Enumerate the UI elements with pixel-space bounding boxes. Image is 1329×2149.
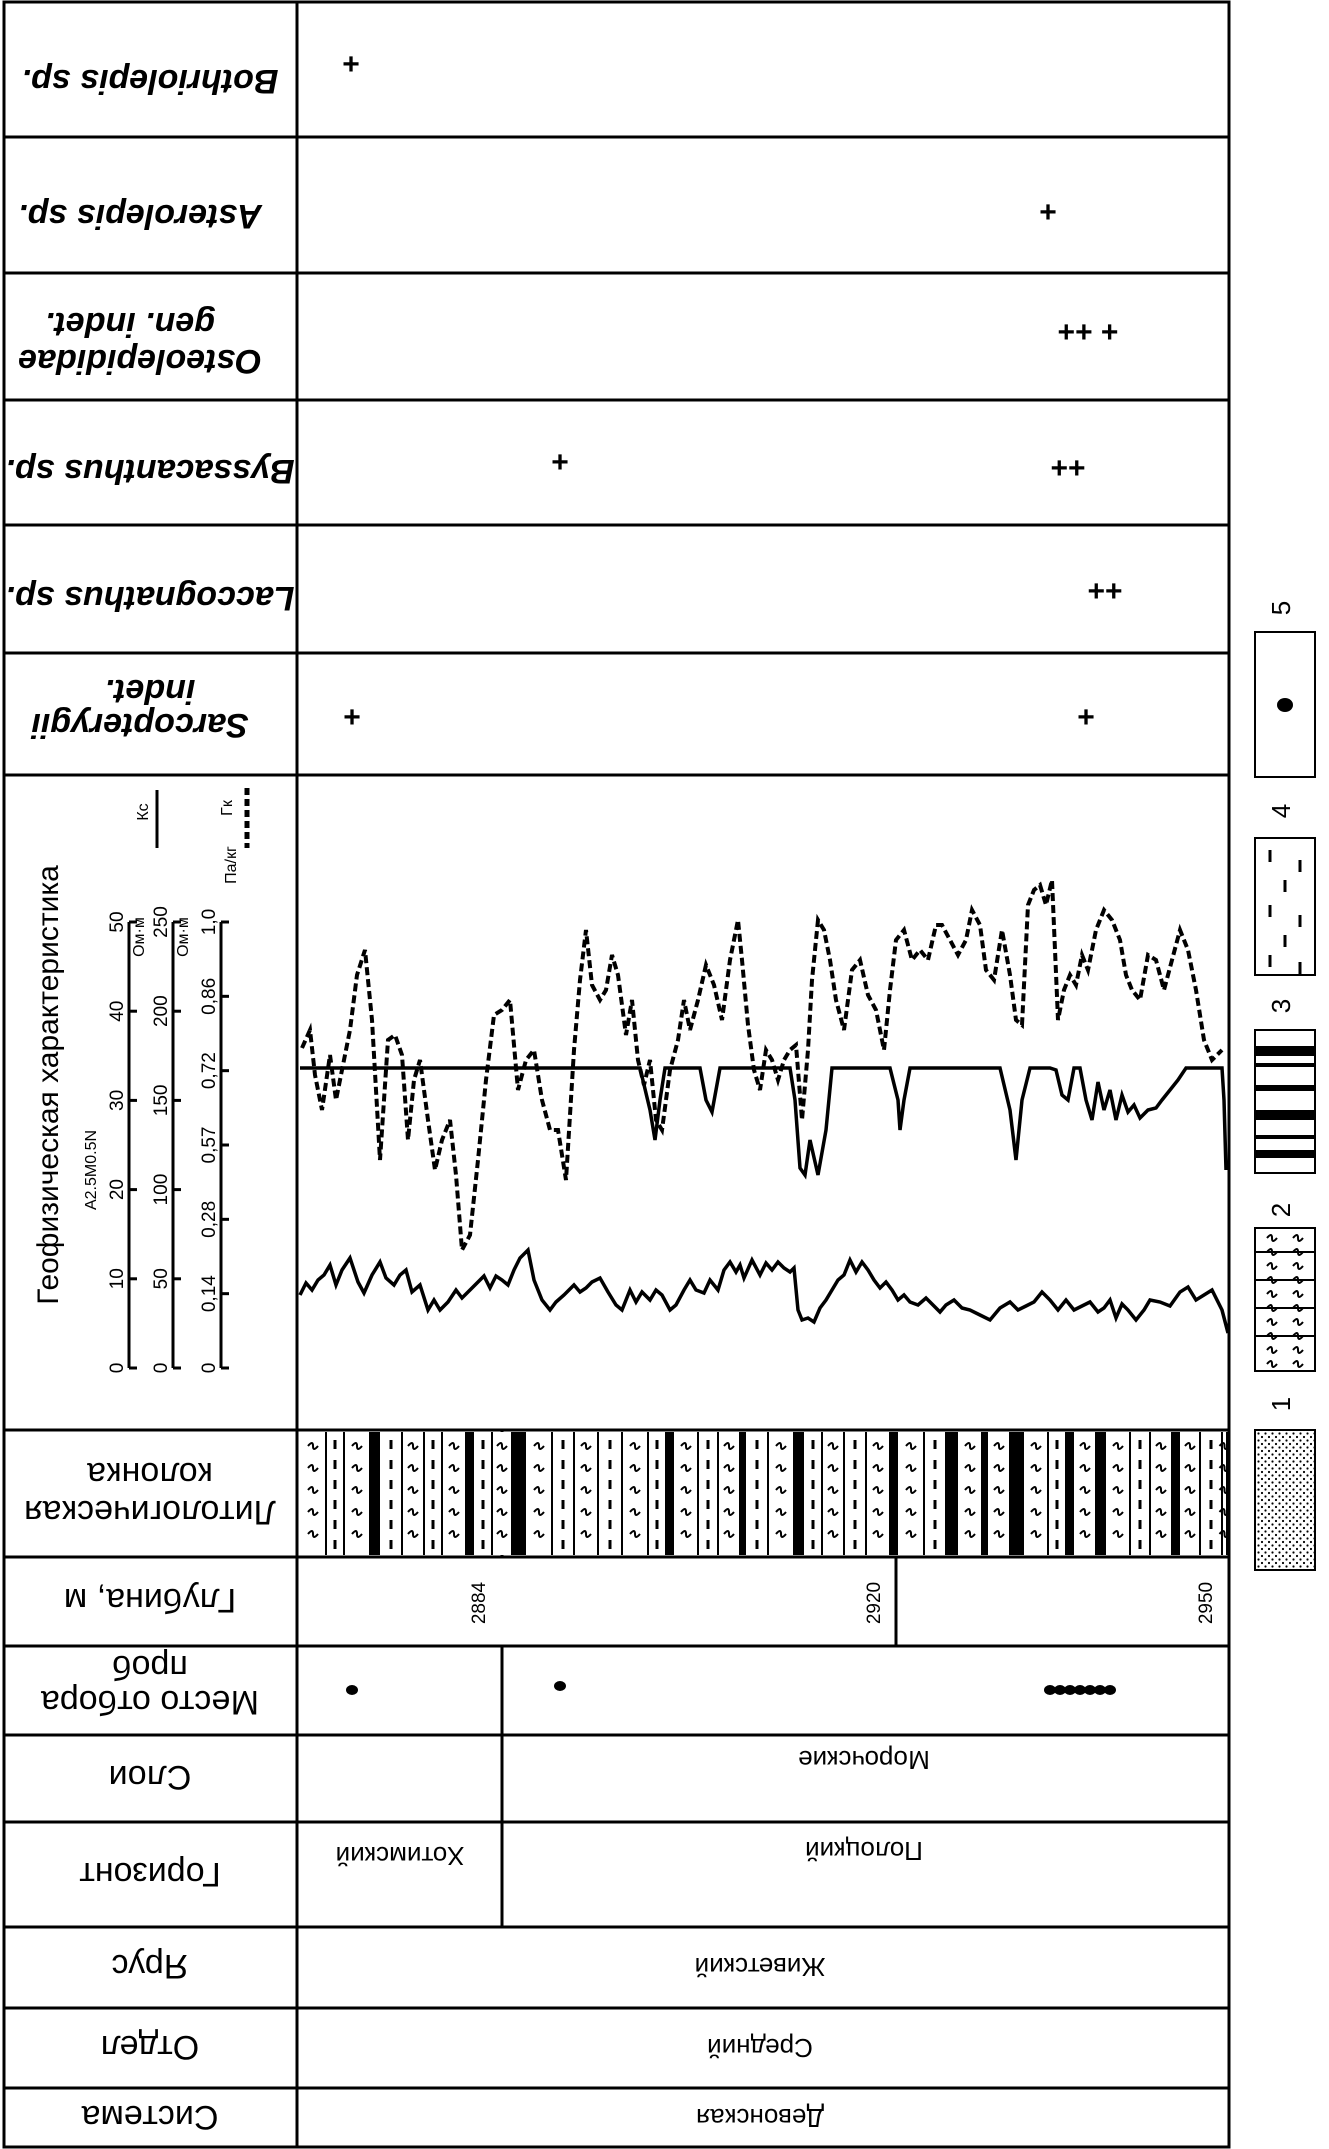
header-sampling-line2: проб [112,1648,188,1686]
scale-tick-label: 0 [107,1362,128,1374]
legend-dot-icon [1277,698,1293,712]
scale-tick-label: 40 [107,1000,128,1022]
scale-tick-label: 150 [151,1084,172,1117]
geophysics-title: Геофизическая характеристика [32,865,65,1305]
scale-tick-label: 0 [151,1362,172,1374]
taxon-sarcopterygii-indet: indet. [104,672,196,710]
scale-tick-label: 200 [151,995,172,1028]
scale-tick-label: 0,72 [199,1052,220,1090]
layers-lower-value: Морочские [798,1745,930,1775]
litho-dark-band [370,1432,380,1555]
ks-curve-lower [300,1250,1228,1333]
header-litho-line2: колонка [87,1455,213,1493]
depth-label-2950: 2950 [1196,1581,1217,1625]
gk-curve-dashed [302,880,1222,1250]
litho-dark-band [1172,1432,1180,1555]
taxon-laccognathus: Laccognathus sp. [5,579,295,617]
litho-dark-band [1096,1432,1106,1555]
scale-tick-label: 1,0 [199,908,220,936]
litho-dark-band [946,1432,958,1555]
header-layers: Слои [108,1758,192,1796]
scale-tick-label: 20 [107,1179,128,1201]
legend-box-3 [1255,1030,1315,1173]
taxon-byssacanthus: Byssacanthus sp. [5,452,295,490]
legend-label-5: 5 [1266,600,1296,616]
legend-label-3: 3 [1266,998,1296,1014]
ks-curve-upper [300,1068,1226,1175]
header-horizon: Горизонт [79,1855,221,1893]
division-value: Средний [707,2033,813,2063]
unit-ohm-2: Ом·м [175,917,192,957]
stage-value: Живетский [694,1952,826,1982]
ks-curve-label: Кс [135,803,152,821]
litho-dark-band [794,1432,804,1555]
litho-dark-band [982,1432,988,1555]
litho-dark-band [890,1432,898,1555]
occurrence-mark: + [551,446,569,479]
header-depth: Глубина, м [63,1581,237,1619]
occurrence-marks [342,48,1122,734]
horizon-lower-value: Полоцкий [805,1836,923,1866]
lithologic-column [300,1432,1230,1555]
scale-tick-label: 250 [151,906,172,938]
occurrence-mark: ++ + [1057,316,1119,349]
scale-tick-label: 0,14 [199,1275,220,1313]
legend-box-1 [1255,1430,1315,1570]
scale-tick-label: 0,28 [199,1200,220,1238]
occurrence-mark: + [1039,196,1057,229]
occurrence-mark: + [1077,701,1095,734]
legend-box-4 [1255,838,1315,975]
geophysics-scales [107,906,229,1373]
occurrence-mark: + [343,701,361,734]
scale-tick-label: 10 [107,1268,128,1290]
scale-tick-label: 50 [107,911,128,933]
taxon-osteolepididae: Osteolepididae [18,342,262,380]
sampling-points [346,1681,1116,1695]
litho-dark-band [512,1432,526,1555]
unit-ohm-1: Ом·м [131,917,148,957]
legend-label-1: 1 [1266,1396,1296,1412]
scale-tick-label: 0 [199,1362,220,1374]
taxon-osteolepididae-gen-indet: gen. indet. [45,305,215,343]
occurrence-mark: ++ [1050,452,1086,485]
legend-box-4-frame [1255,838,1315,975]
taxon-sarcopterygii: Sarcopterygii [31,706,249,744]
header-litho-line1: Литологическая [24,1493,276,1531]
scale-tick-label: 0,57 [199,1126,220,1164]
sample-dot [1104,1685,1116,1695]
litho-dark-band [466,1432,474,1555]
occurrence-mark: ++ [1087,575,1123,608]
sample-dot [346,1685,358,1695]
depth-label-2884: 2884 [469,1581,490,1625]
scale-tick-label: 30 [107,1089,128,1111]
legend-label-4: 4 [1266,803,1296,819]
taxon-bothriolepis: Bothriolepis sp. [21,62,279,100]
legend [1255,601,1315,1570]
probe-label: A2.5M0.5N [83,1129,100,1211]
gk-unit: Па/кг [223,846,240,884]
header-sampling-line1: Место отбора [40,1683,260,1721]
taxon-asterolepis: Asterolepis sp. [18,197,262,235]
stratigraphy-values [336,1745,930,2133]
gk-curve-label: Гк [219,800,236,816]
header-system: Система [81,2098,219,2136]
depth-labels [469,1581,1217,1624]
scale-tick-label: 0,86 [199,977,220,1015]
litho-dark-band [740,1432,746,1555]
header-division: Отдел [100,2028,200,2066]
geophysics-panel [32,788,1228,1373]
litho-dark-band [1010,1432,1024,1555]
taxa-labels [5,62,294,744]
legend-box-2-frame [1255,1228,1315,1371]
scale-tick-label: 100 [151,1173,172,1206]
header-stage: Ярус [111,1947,189,1985]
scale-tick-label: 50 [151,1268,172,1290]
horizon-upper-value: Хотимский [335,1841,465,1871]
sample-dot [554,1681,566,1691]
system-value: Девонская [696,2103,824,2133]
litho-dark-band [1066,1432,1074,1555]
occurrence-mark: + [342,48,360,81]
legend-box-2 [1255,1228,1315,1371]
depth-label-2920: 2920 [864,1581,885,1625]
litho-dark-band [666,1432,674,1555]
legend-label-2: 2 [1266,1202,1296,1218]
